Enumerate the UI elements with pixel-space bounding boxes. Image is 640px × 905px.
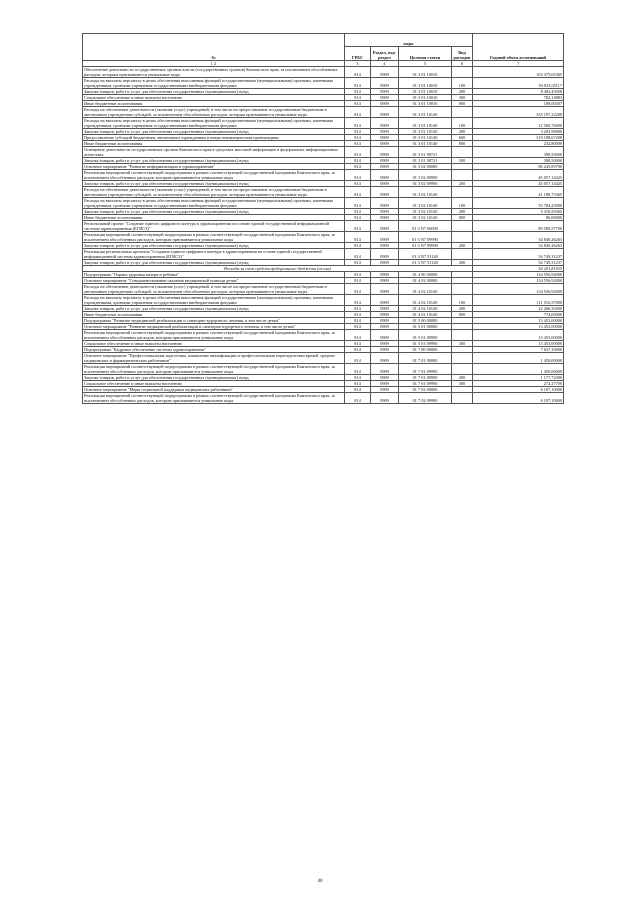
row-target-article: 01 3 02 10140 <box>399 187 452 198</box>
row-razdel: 0909 <box>371 260 399 266</box>
row-name: Закупка товаров, работ и услуг для обеспечения государственных (муниципальных) нужд <box>83 260 345 266</box>
row-grbs: 814 <box>345 164 371 170</box>
row-grbs: 814 <box>345 312 371 318</box>
row-target-article: 01 3 N7 00000 <box>399 221 452 232</box>
row-name: Расходы на выплаты персоналу в целях обеспечения выполнения функций государственными (муниципальными) органами, казенными учреждениями, органами управления государственными внебюджетными фондами <box>83 295 345 306</box>
row-target-article: 01 3 01 10140 <box>399 135 452 141</box>
row-razdel: 0909 <box>371 95 399 101</box>
row-razdel: 0909 <box>371 364 399 375</box>
row-grbs: 814 <box>345 375 371 381</box>
row-razdel: 0909 <box>371 387 399 393</box>
row-grbs: 814 <box>345 306 371 312</box>
row-expense-type: 200 <box>452 158 473 164</box>
col-num: 5 <box>399 61 452 67</box>
row-amount: 13 453,00000 <box>473 341 564 347</box>
row-razdel: 0909 <box>371 375 399 381</box>
row-grbs: 814 <box>345 353 371 364</box>
row-name: Подпрограмма "Развитие медицинской реабилитации и санаторно-курортного лечения, в том числе детям" <box>83 318 345 324</box>
row-expense-type: 600 <box>452 135 473 141</box>
row-name: Реализация мероприятий соответствующей подпрограммы в рамках соответствующей государственной программы Камчатского края, за исключением обособленных расходов, которым присваиваются уникальные коды <box>83 170 345 181</box>
col-num: 3 <box>345 61 371 67</box>
row-grbs: 814 <box>345 232 371 243</box>
table-row <box>83 393 564 404</box>
row-amount: 13 453,00000 <box>473 318 564 324</box>
row-razdel: 0909 <box>371 318 399 324</box>
row-razdel: 0909 <box>371 249 399 260</box>
row-grbs: 814 <box>345 95 371 101</box>
table-row <box>83 232 564 243</box>
row-expense-type <box>452 364 473 375</box>
row-razdel: 0909 <box>371 135 399 141</box>
row-name: Иные бюджетные ассигнования <box>83 141 345 147</box>
row-target-article: 01 5 00 00000 <box>399 318 452 324</box>
row-grbs: 814 <box>345 324 371 330</box>
row-expense-type <box>452 67 473 78</box>
col-num: 6 <box>452 61 473 67</box>
row-name: Расходы на обеспечение деятельности (оказание услуг) учреждений, в том числе на предоставление государственным бюджетным и автономным учреждениям субсидий, за исключением обособленных расходов, которым присваиваются уникальные коды <box>83 107 345 118</box>
row-amount: 272,27700 <box>473 381 564 387</box>
col-num: 7 <box>473 61 564 67</box>
row-razdel: 0909 <box>371 78 399 89</box>
row-name: Реализация мероприятий соответствующей подпрограммы в рамках соответствующей государственной программы Камчатского края, за исключением обособленных расходов, которым присваиваются уникальные коды <box>83 364 345 375</box>
row-razdel: 0909 <box>371 243 399 249</box>
note-label: Расходы за счет средств федерального бюджета (из них) <box>83 266 473 272</box>
row-razdel: 0909 <box>371 381 399 387</box>
row-grbs: 814 <box>345 330 371 341</box>
row-expense-type: 200 <box>452 243 473 249</box>
row-target-article: 01 3 N7 09990 <box>399 243 452 249</box>
row-name: Реализация региональных проектов "Создание единого цифрового контура в здравоохранении на основе единой государственной информационной системы здравоохранения (ЕГИСЗ)" <box>83 249 345 260</box>
row-grbs: 814 <box>345 187 371 198</box>
header-grbs: ГРБС <box>345 47 371 61</box>
row-name: Социальное обеспечение и иные выплаты населению <box>83 95 345 101</box>
row-target-article: 01 7 00 00000 <box>399 347 452 353</box>
row-expense-type <box>452 170 473 181</box>
row-razdel: 0909 <box>371 118 399 129</box>
row-grbs: 814 <box>345 381 371 387</box>
budget-table <box>82 33 564 404</box>
row-expense-type: 800 <box>452 312 473 318</box>
row-name: Иные бюджетные ассигнования <box>83 215 345 221</box>
row-razdel: 0909 <box>371 107 399 118</box>
row-name: Реализация мероприятий соответствующей подпрограммы в рамках соответствующей государственной программы Камчатского края, за исключением обособленных расходов, которым присваиваются уникальные коды <box>83 232 345 243</box>
row-razdel: 0909 <box>371 278 399 284</box>
row-amount: 6 187,10000 <box>473 393 564 404</box>
row-amount: 134 556,92000 <box>473 284 564 295</box>
row-target-article: 01 4 02 00000 <box>399 278 452 284</box>
row-target-article: 01 4 02 10140 <box>399 312 452 318</box>
row-target-article: 01 3 02 10140 <box>399 198 452 209</box>
row-expense-type: 200 <box>452 260 473 266</box>
row-name: Закупка товаров, работ и услуг для обеспечения государственных (муниципальных) нужд <box>83 181 345 187</box>
row-razdel: 0909 <box>371 187 399 198</box>
row-grbs: 814 <box>345 387 371 393</box>
row-amount: 34 840,26263 <box>473 232 564 243</box>
row-grbs: 814 <box>345 364 371 375</box>
row-razdel: 0909 <box>371 221 399 232</box>
row-razdel: 0909 <box>371 181 399 187</box>
row-amount: 1 177,72300 <box>473 375 564 381</box>
note-amount: 54 201,81925 <box>473 266 564 272</box>
row-razdel: 0909 <box>371 341 399 347</box>
row-amount: 13 453,00000 <box>473 324 564 330</box>
row-target-article: 01 3 N7 51140 <box>399 249 452 260</box>
row-amount: 45 057,14425 <box>473 181 564 187</box>
table-row <box>83 118 564 129</box>
row-grbs: 814 <box>345 260 371 266</box>
row-target-article: 01 3 N7 51140 <box>399 260 452 266</box>
row-grbs: 814 <box>345 243 371 249</box>
row-expense-type: 300 <box>452 381 473 387</box>
row-amount: 45 057,14425 <box>473 170 564 181</box>
row-amount: 8 482,45058 <box>473 89 564 95</box>
table-row <box>83 170 564 181</box>
row-target-article: 01 5 01 09990 <box>399 341 452 347</box>
row-target-article: 01 3 01 10140 <box>399 129 452 135</box>
row-amount: 3 203,99000 <box>473 129 564 135</box>
row-grbs: 814 <box>345 272 371 278</box>
row-amount: 134 556,92000 <box>473 272 564 278</box>
row-razdel: 0909 <box>371 101 399 107</box>
row-name: Основное мероприятие "Профессиональная подготовка, повышение квалификации и профессиональная переподготовка врачей, средних медицинских и фармацевтических работников" <box>83 353 345 364</box>
row-grbs: 814 <box>345 284 371 295</box>
row-expense-type: 100 <box>452 78 473 89</box>
row-amount: 1 450,00000 <box>473 353 564 364</box>
row-razdel: 0909 <box>371 170 399 181</box>
row-amount: 41 188,75365 <box>473 187 564 198</box>
row-name: Расходы на обеспечение деятельности (оказание услуг) учреждений, в том числе на предоставление государственным бюджетным и автономным учреждениям субсидий, за исключением обособленных расходов, которым присваиваются уникальные коды <box>83 284 345 295</box>
row-name: Социальное обеспечение и иные выплаты населению <box>83 341 345 347</box>
row-name: Закупка товаров, работ и услуг для обеспечения государственных (муниципальных) нужд <box>83 89 345 95</box>
row-expense-type: 300 <box>452 95 473 101</box>
row-target-article: 01 7 01 09990 <box>399 364 452 375</box>
row-name: Расходы на обеспечение деятельности (оказание услуг) учреждений, в том числе на предоставление государственным бюджетным и автономным учреждениям субсидий, за исключением обособленных расходов, которым присваиваются уникальные коды <box>83 187 345 198</box>
row-target-article: 01 3 02 10140 <box>399 209 452 215</box>
row-grbs: 814 <box>345 147 371 158</box>
row-name: Основное мероприятие "Меры социальной поддержки медицинских работников" <box>83 387 345 393</box>
row-target-article: 01 4 02 10140 <box>399 284 452 295</box>
row-name: Закупка товаров, работ и услуг для обеспечения государственных (муниципальных) нужд <box>83 158 345 164</box>
row-amount: 1 450,00000 <box>473 364 564 375</box>
row-expense-type <box>452 353 473 364</box>
row-amount: 86,00000 <box>473 215 564 221</box>
row-razdel: 0909 <box>371 141 399 147</box>
row-razdel: 0909 <box>371 89 399 95</box>
table-row <box>83 364 564 375</box>
row-name: Иные бюджетные ассигнования <box>83 312 345 318</box>
row-razdel: 0909 <box>371 330 399 341</box>
row-expense-type: 300 <box>452 341 473 347</box>
row-razdel: 0909 <box>371 164 399 170</box>
row-amount: 22 266,35000 <box>473 306 564 312</box>
row-expense-type: 800 <box>452 141 473 147</box>
row-name: Подпрограмма "Кадровое обеспечение системы здравоохранения" <box>83 347 345 353</box>
row-amount: 86 245,89790 <box>473 164 564 170</box>
row-amount: 398,50000 <box>473 147 564 158</box>
header-volume: Годовой объем ассигнований <box>473 34 564 61</box>
row-amount: 188,00307 <box>473 101 564 107</box>
row-amount: 335 197,22208 <box>473 107 564 118</box>
table-row <box>83 187 564 198</box>
row-grbs: 814 <box>345 198 371 209</box>
row-expense-type <box>452 147 473 158</box>
header-number: № <box>83 34 345 61</box>
row-name: Расходы на выплаты персоналу в целях обеспечения выполнения функций государственными (муниципальными) органами, казенными учреждениями, органами управления государственными внебюджетными фондами <box>83 198 345 209</box>
row-name: Закупка товаров, работ и услуг для обеспечения государственных (муниципальных) нужд <box>83 306 345 312</box>
row-expense-type <box>452 393 473 404</box>
row-target-article: 01 3 01 10140 <box>399 118 452 129</box>
row-razdel: 0909 <box>371 215 399 221</box>
row-grbs: 814 <box>345 278 371 284</box>
row-amount: 319 188,67208 <box>473 135 564 141</box>
table-row <box>83 198 564 209</box>
row-name: Региональный проект "Создание единого цифрового контура в здравоохранении на основе единой государственной информационной системы здравоохранения (ЕГИСЗ)" <box>83 221 345 232</box>
row-target-article: 01 7 01 09990 <box>399 375 452 381</box>
row-razdel: 0909 <box>371 324 399 330</box>
row-expense-type: 200 <box>452 209 473 215</box>
row-target-article: 01 7 01 09990 <box>399 381 452 387</box>
row-expense-type: 800 <box>452 101 473 107</box>
row-name: Закупка товаров, работ и услуг для обеспечения государственных (муниципальных) нужд <box>83 375 345 381</box>
row-grbs: 814 <box>345 129 371 135</box>
row-target-article: 01 3 01 10140 <box>399 141 452 147</box>
row-target-article: 01 3 02 00000 <box>399 164 452 170</box>
row-target-article: 01 3 01 98721 <box>399 147 452 158</box>
row-amount: 782,14883 <box>473 95 564 101</box>
row-target-article: 01 3 01 10010 <box>399 78 452 89</box>
row-target-article: 01 3 N7 09990 <box>399 232 452 243</box>
row-razdel: 0909 <box>371 67 399 78</box>
row-grbs: 814 <box>345 135 371 141</box>
row-razdel: 0909 <box>371 129 399 135</box>
row-expense-type: 200 <box>452 89 473 95</box>
row-target-article: 01 3 02 09990 <box>399 170 452 181</box>
row-grbs: 814 <box>345 107 371 118</box>
row-expense-type <box>452 330 473 341</box>
header-row-1 <box>83 34 564 47</box>
budget-sheet <box>82 33 563 404</box>
row-name: Основное мероприятие "Развитие медицинской реабилитации и санаторно-курортного лечения, в том числе детям" <box>83 324 345 330</box>
row-grbs: 814 <box>345 215 371 221</box>
table-row <box>83 78 564 89</box>
row-grbs: 814 <box>345 249 371 260</box>
row-amount: 232,80000 <box>473 141 564 147</box>
row-expense-type: 200 <box>452 306 473 312</box>
row-razdel: 0909 <box>371 284 399 295</box>
row-target-article: 01 3 01 10010 <box>399 95 452 101</box>
row-target-article: 01 4 00 00000 <box>399 272 452 278</box>
row-grbs: 814 <box>345 141 371 147</box>
table-row <box>83 295 564 306</box>
row-target-article: 01 4 02 10140 <box>399 295 452 306</box>
row-name: Закупка товаров, работ и услуг для обеспечения государственных (муниципальных) нужд <box>83 129 345 135</box>
row-expense-type: 100 <box>452 295 473 306</box>
row-name: Предоставление субсидий бюджетным, автономным учреждениям и иным некоммерческим организациям <box>83 135 345 141</box>
row-amount: 54 749,31237 <box>473 260 564 266</box>
row-expense-type: 100 <box>452 198 473 209</box>
row-expense-type: 200 <box>452 181 473 187</box>
row-grbs: 814 <box>345 221 371 232</box>
row-name: Обеспечение деятельности государственных органов власти (государственных органов) Камчатского края, за исключением обособленных расходов, которым присваиваются уникальные коды <box>83 67 345 78</box>
row-expense-type <box>452 107 473 118</box>
row-name: Реализация мероприятий соответствующей подпрограммы в рамках соответствующей государственной программы Камчатского края, за исключением обособленных расходов, которым присваиваются уникальные коды <box>83 330 345 341</box>
row-grbs: 814 <box>345 170 371 181</box>
row-expense-type <box>452 232 473 243</box>
row-razdel: 0909 <box>371 209 399 215</box>
row-expense-type: 200 <box>452 375 473 381</box>
row-razdel: 0909 <box>371 198 399 209</box>
row-target-article: 01 3 01 10010 <box>399 89 452 95</box>
row-amount: 34 840,26263 <box>473 243 564 249</box>
row-expense-type <box>452 249 473 260</box>
row-target-article: 01 3 02 10140 <box>399 215 452 221</box>
row-amount: 93 923,05117 <box>473 78 564 89</box>
row-name: Освещение деятельности государственных органов Камчатского края в средствах массовой информации и федеральных информационных агентствах <box>83 147 345 158</box>
row-grbs: 814 <box>345 67 371 78</box>
row-amount: 89 589,57700 <box>473 221 564 232</box>
table-row <box>83 221 564 232</box>
row-name: Основное мероприятие "Совершенствование оказания медицинской помощи детям" <box>83 278 345 284</box>
row-grbs: 814 <box>345 347 371 353</box>
table-row <box>83 284 564 295</box>
row-name: Реализация мероприятий соответствующей подпрограммы в рамках соответствующей государственной программы Камчатского края, за исключением обособленных расходов, которым присваиваются уникальные коды <box>83 393 345 404</box>
row-amount: 54 749,31237 <box>473 249 564 260</box>
row-target-article: 01 7 02 09990 <box>399 393 452 404</box>
row-name: Социальное обеспечение и иные выплаты населению <box>83 381 345 387</box>
row-name: Расходы на выплаты персоналу в целях обеспечения выполнения функций государственными (муниципальными) органами, казенными учреждениями, органами управления государственными внебюджетными фондами <box>83 78 345 89</box>
col-num: 1 2 <box>83 61 345 67</box>
row-name: Иные бюджетные ассигнования <box>83 101 345 107</box>
row-target-article: 01 3 01 98721 <box>399 158 452 164</box>
row-expense-type: 200 <box>452 129 473 135</box>
row-razdel: 0909 <box>371 158 399 164</box>
row-amount: 774,00000 <box>473 312 564 318</box>
row-expense-type: 100 <box>452 118 473 129</box>
row-name: Закупка товаров, работ и услуг для обеспечения государственных (муниципальных) нужд <box>83 243 345 249</box>
row-grbs: 814 <box>345 341 371 347</box>
row-name: Закупка товаров, работ и услуг для обеспечения государственных (муниципальных) нужд <box>83 209 345 215</box>
row-target-article: 01 7 02 00000 <box>399 387 452 393</box>
row-name: Расходы на выплаты персоналу в целях обеспечения выполнения функций государственными (муниципальными) органами, казенными учреждениями, органами управления государственными внебюджетными фондами <box>83 118 345 129</box>
col-num: 4 <box>371 61 399 67</box>
row-grbs: 814 <box>345 209 371 215</box>
row-amount: 13 453,00000 <box>473 330 564 341</box>
header-razdel: Раздел, под-раздел <box>371 47 399 61</box>
row-target-article: 01 3 01 10010 <box>399 101 452 107</box>
row-expense-type: 800 <box>452 215 473 221</box>
row-amount: 398,50000 <box>473 158 564 164</box>
row-razdel: 0909 <box>371 353 399 364</box>
page-number: 40 <box>317 879 323 884</box>
row-grbs: 814 <box>345 181 371 187</box>
table-row <box>83 107 564 118</box>
row-target-article: 01 3 02 09990 <box>399 181 452 187</box>
header-target: Целевая статья <box>399 47 452 61</box>
row-grbs: 814 <box>345 89 371 95</box>
row-name: Основное мероприятие "Развитие информатизации в здравоохранении" <box>83 164 345 170</box>
row-razdel: 0909 <box>371 147 399 158</box>
row-target-article: 01 4 02 10140 <box>399 306 452 312</box>
header-vid: Вид расходов <box>452 47 473 61</box>
row-razdel: 0909 <box>371 347 399 353</box>
header-codes: коды <box>345 34 473 47</box>
row-amount: 134 556,92000 <box>473 278 564 284</box>
row-grbs: 814 <box>345 101 371 107</box>
row-target-article: 01 5 01 09990 <box>399 330 452 341</box>
row-amount: 102 375,65365 <box>473 67 564 78</box>
row-target-article: 01 3 01 10010 <box>399 67 452 78</box>
table-row <box>83 330 564 341</box>
table-row <box>83 249 564 260</box>
row-grbs: 814 <box>345 158 371 164</box>
row-amount: 35 784,25000 <box>473 198 564 209</box>
row-amount: 7 637,10000 <box>473 347 564 353</box>
row-target-article: 01 5 01 00000 <box>399 324 452 330</box>
table-row <box>83 67 564 78</box>
row-grbs: 814 <box>345 118 371 129</box>
row-grbs: 814 <box>345 78 371 89</box>
row-amount: 5 318,50365 <box>473 209 564 215</box>
row-grbs: 814 <box>345 318 371 324</box>
row-name: Подпрограмма "Охрана здоровья матери и ребенка" <box>83 272 345 278</box>
row-amount: 12 569,76000 <box>473 118 564 129</box>
row-expense-type <box>452 284 473 295</box>
row-target-article: 01 7 01 00000 <box>399 353 452 364</box>
row-amount: 6 187,10000 <box>473 387 564 393</box>
table-row <box>83 353 564 364</box>
row-grbs: 814 <box>345 393 371 404</box>
row-expense-type <box>452 221 473 232</box>
row-expense-type <box>452 187 473 198</box>
row-razdel: 0909 <box>371 306 399 312</box>
row-razdel: 0909 <box>371 312 399 318</box>
row-razdel: 0909 <box>371 393 399 404</box>
row-target-article: 01 3 01 10140 <box>399 107 452 118</box>
row-grbs: 814 <box>345 295 371 306</box>
row-razdel: 0909 <box>371 272 399 278</box>
row-razdel: 0909 <box>371 295 399 306</box>
table-row <box>83 147 564 158</box>
row-razdel: 0909 <box>371 232 399 243</box>
row-amount: 111 516,57000 <box>473 295 564 306</box>
